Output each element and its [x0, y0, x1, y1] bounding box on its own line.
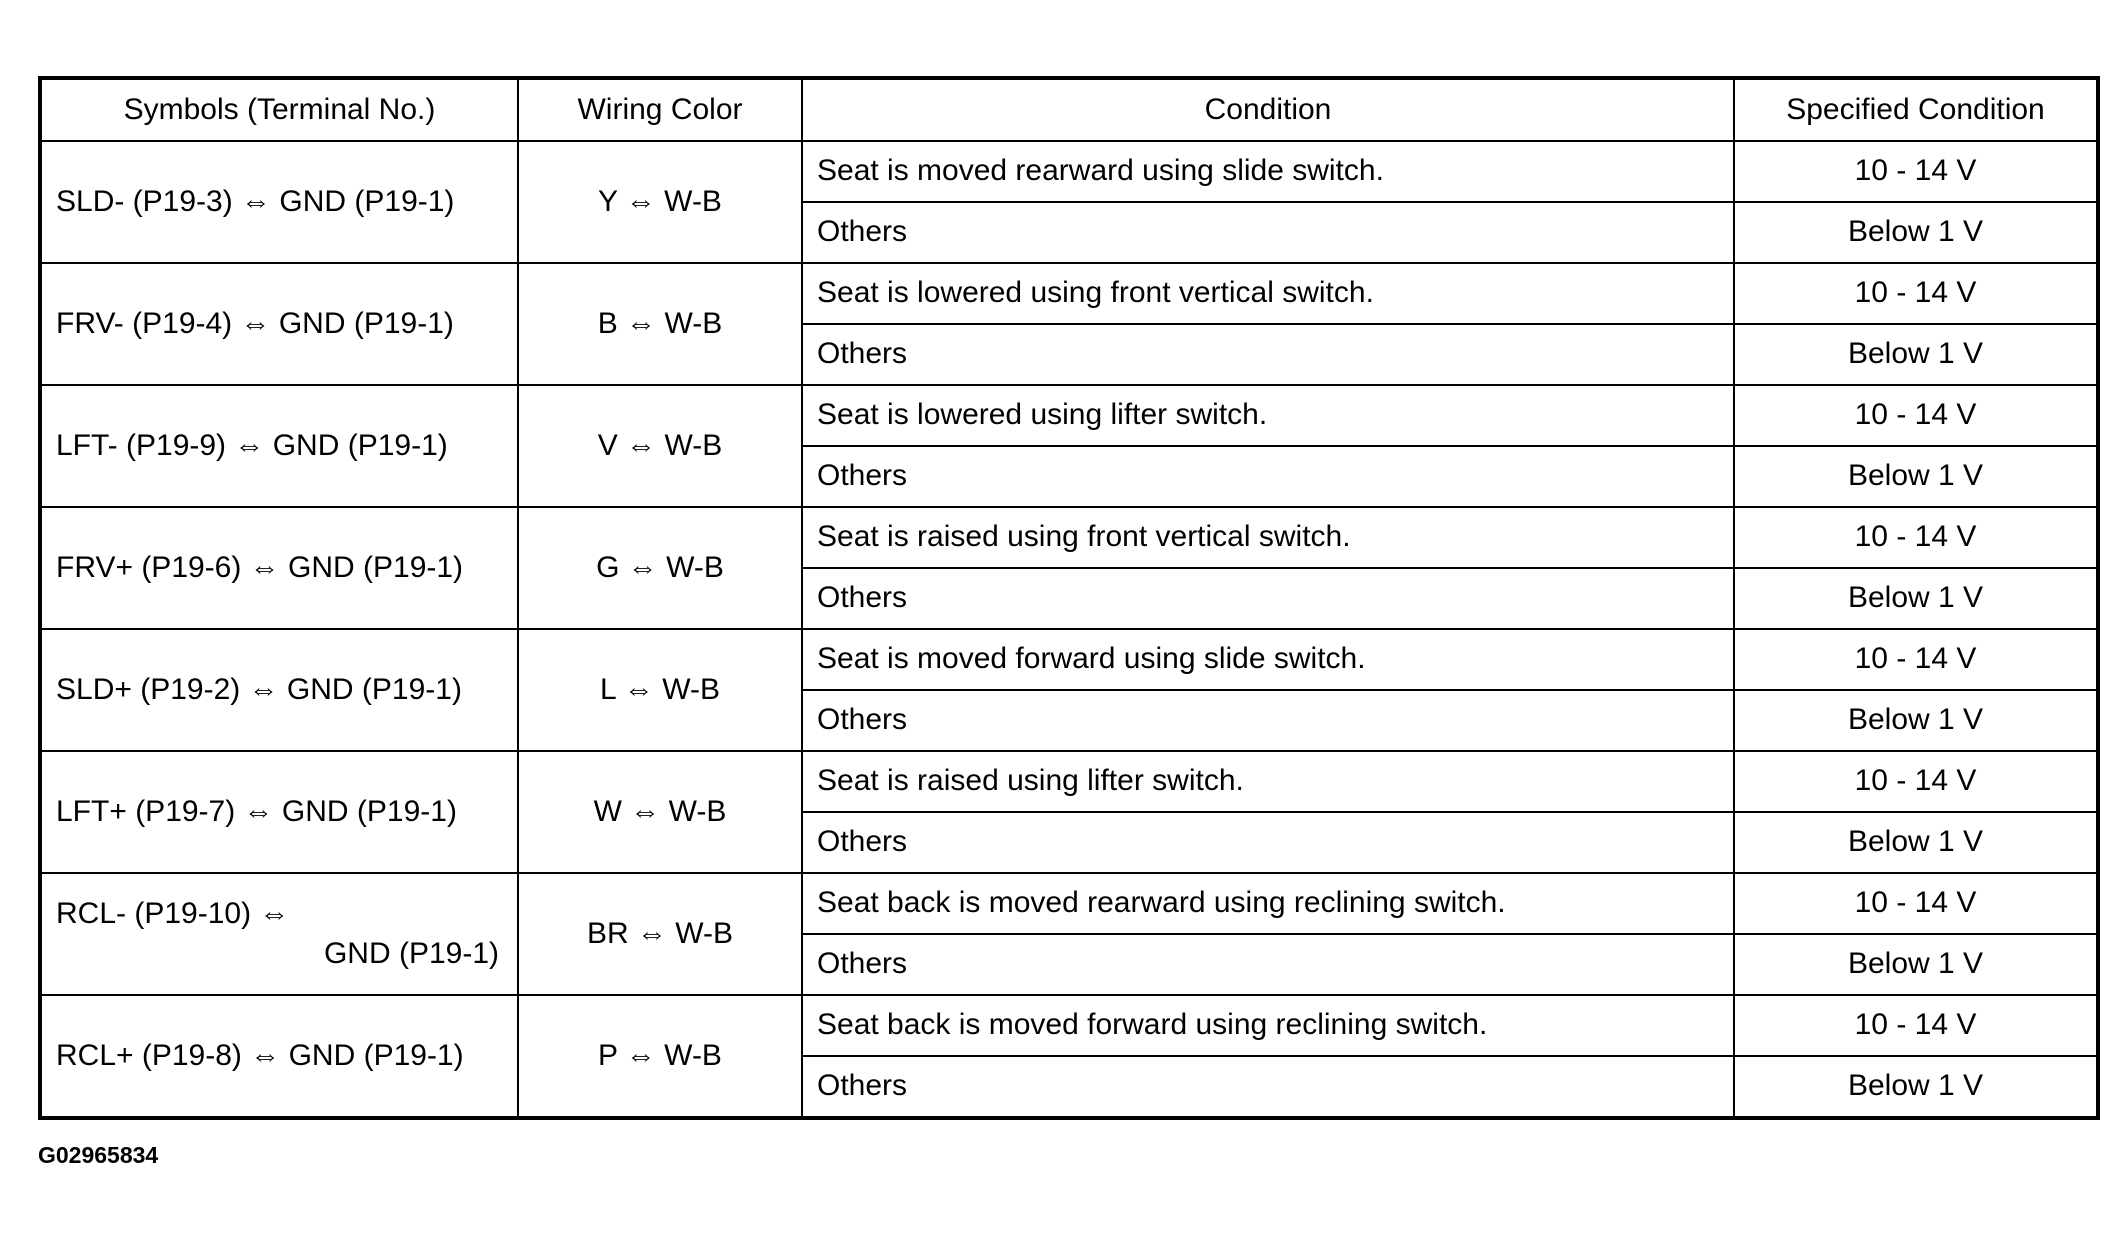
specified-condition-cell: 10 - 14 V [1734, 507, 2098, 568]
condition-cell: Others [802, 690, 1734, 751]
table-header-row [40, 78, 2098, 141]
symbol-text: SLD+ (P19-2) ⇔ GND (P19-1) [56, 672, 462, 706]
figure-id: G02965834 [38, 1142, 159, 1168]
table-row [40, 629, 2098, 690]
symbol-text: RCL- (P19-10) ⇔ [56, 896, 290, 930]
specified-condition-cell: 10 - 14 V [1734, 995, 2098, 1056]
header-wiring-color: Wiring Color [518, 78, 802, 141]
table-row [40, 995, 2098, 1056]
specified-condition-cell: 10 - 14 V [1734, 385, 2098, 446]
symbol-text: RCL+ (P19-8) ⇔ GND (P19-1) [56, 1038, 464, 1072]
condition-cell: Others [802, 934, 1734, 995]
wiring-color-cell: P ⇔ W-B [518, 995, 802, 1118]
condition-cell: Seat back is moved rearward using reclining switch. [802, 873, 1734, 934]
specified-condition-cell: 10 - 14 V [1734, 263, 2098, 324]
specified-condition-cell: Below 1 V [1734, 446, 2098, 507]
wiring-color-cell: B ⇔ W-B [518, 263, 802, 385]
header-symbols: Symbols (Terminal No.) [40, 78, 518, 141]
condition-cell: Others [802, 324, 1734, 385]
condition-cell: Seat is lowered using front vertical switch. [802, 263, 1734, 324]
specified-condition-cell: Below 1 V [1734, 1056, 2098, 1118]
specified-condition-cell: 10 - 14 V [1734, 141, 2098, 202]
table-row [40, 873, 2098, 934]
header-specified-condition: Specified Condition [1734, 78, 2098, 141]
specified-condition-cell: Below 1 V [1734, 568, 2098, 629]
symbol-cell [40, 995, 518, 1118]
condition-cell: Seat is moved rearward using slide switch. [802, 141, 1734, 202]
condition-cell: Seat is lowered using lifter switch. [802, 385, 1734, 446]
symbol-text: LFT- (P19-9) ⇔ GND (P19-1) [56, 428, 448, 462]
table-row [40, 263, 2098, 324]
table-body [40, 141, 2098, 1118]
specified-condition-cell: 10 - 14 V [1734, 629, 2098, 690]
condition-cell: Seat is moved forward using slide switch. [802, 629, 1734, 690]
symbol-cell [40, 751, 518, 873]
specified-condition-cell: Below 1 V [1734, 690, 2098, 751]
wiring-color-cell: G ⇔ W-B [518, 507, 802, 629]
symbol-cell [40, 629, 518, 751]
specified-condition-cell: Below 1 V [1734, 202, 2098, 263]
table-row [40, 507, 2098, 568]
symbol-text: SLD- (P19-3) ⇔ GND (P19-1) [56, 184, 455, 218]
symbol-cell [40, 141, 518, 263]
table-row [40, 751, 2098, 812]
specified-condition-cell: Below 1 V [1734, 324, 2098, 385]
condition-cell: Others [802, 202, 1734, 263]
header-condition: Condition [802, 78, 1734, 141]
terminal-spec-table [38, 76, 2100, 1120]
symbol-text-line2: GND (P19-1) [323, 937, 499, 970]
condition-cell: Seat is raised using front vertical switch. [802, 507, 1734, 568]
symbol-text: FRV+ (P19-6) ⇔ GND (P19-1) [56, 550, 464, 584]
symbol-cell [40, 507, 518, 629]
symbol-cell [40, 385, 518, 507]
condition-cell: Others [802, 568, 1734, 629]
wiring-color-cell: V ⇔ W-B [518, 385, 802, 507]
symbol-text: LFT+ (P19-7) ⇔ GND (P19-1) [56, 794, 457, 828]
specified-condition-cell: Below 1 V [1734, 934, 2098, 995]
condition-cell: Others [802, 1056, 1734, 1118]
wiring-color-cell: BR ⇔ W-B [518, 873, 802, 995]
condition-cell: Others [802, 812, 1734, 873]
wiring-color-cell: Y ⇔ W-B [518, 141, 802, 263]
table-row [40, 385, 2098, 446]
table-row [40, 141, 2098, 202]
symbol-cell [40, 263, 518, 385]
wiring-color-cell: L ⇔ W-B [518, 629, 802, 751]
symbol-cell [40, 873, 518, 995]
condition-cell: Seat is raised using lifter switch. [802, 751, 1734, 812]
specified-condition-cell: Below 1 V [1734, 812, 2098, 873]
symbol-text: FRV- (P19-4) ⇔ GND (P19-1) [56, 306, 454, 340]
specified-condition-cell: 10 - 14 V [1734, 751, 2098, 812]
condition-cell: Others [802, 446, 1734, 507]
condition-cell: Seat back is moved forward using reclining switch. [802, 995, 1734, 1056]
specified-condition-cell: 10 - 14 V [1734, 873, 2098, 934]
wiring-color-cell: W ⇔ W-B [518, 751, 802, 873]
